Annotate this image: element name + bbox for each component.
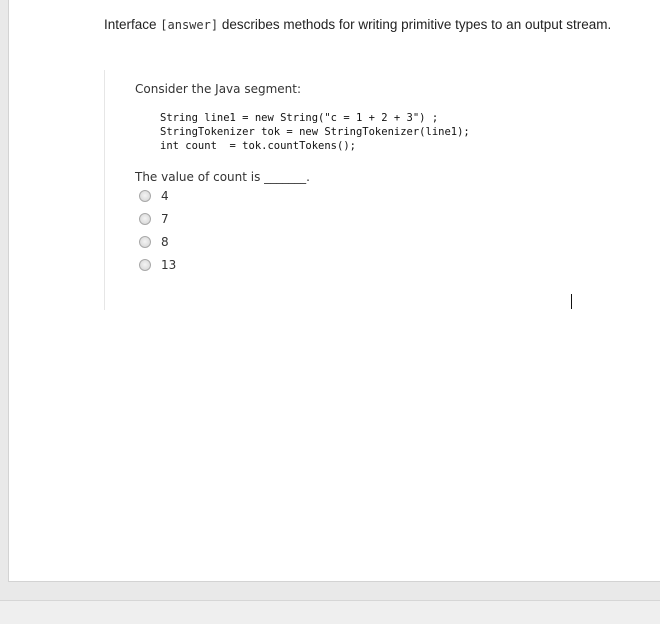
option-label: 4 [161,189,169,203]
question-suffix: describes methods for writing primitive types to an output stream. [218,17,612,32]
question-panel [104,70,113,310]
value-question: The value of count is _______. [135,170,310,184]
option-13[interactable] [139,256,176,274]
code-block [160,111,470,153]
radio-button[interactable] [139,259,151,271]
code-line: StringTokenizer tok = new StringTokenizer(line1); [160,126,470,138]
code-line: String line1 = new String("c = 1 + 2 + 3") ; [160,112,439,124]
option-label: 13 [161,258,177,272]
question-prefix: Interface [104,17,161,32]
option-label: 8 [161,235,169,249]
option-8[interactable] [139,233,169,251]
text-cursor [571,294,572,309]
option-7[interactable] [139,210,169,228]
prompt-text: Consider the Java segment: [135,82,302,96]
question-header [104,17,644,32]
answer-blank[interactable]: [answer] [160,18,219,32]
radio-button[interactable] [139,190,151,202]
option-label: 7 [161,212,169,226]
code-line: int count = tok.countTokens(); [160,140,356,152]
bottom-bar [0,600,660,624]
radio-button[interactable] [139,213,151,225]
option-4[interactable] [139,187,169,205]
radio-button[interactable] [139,236,151,248]
